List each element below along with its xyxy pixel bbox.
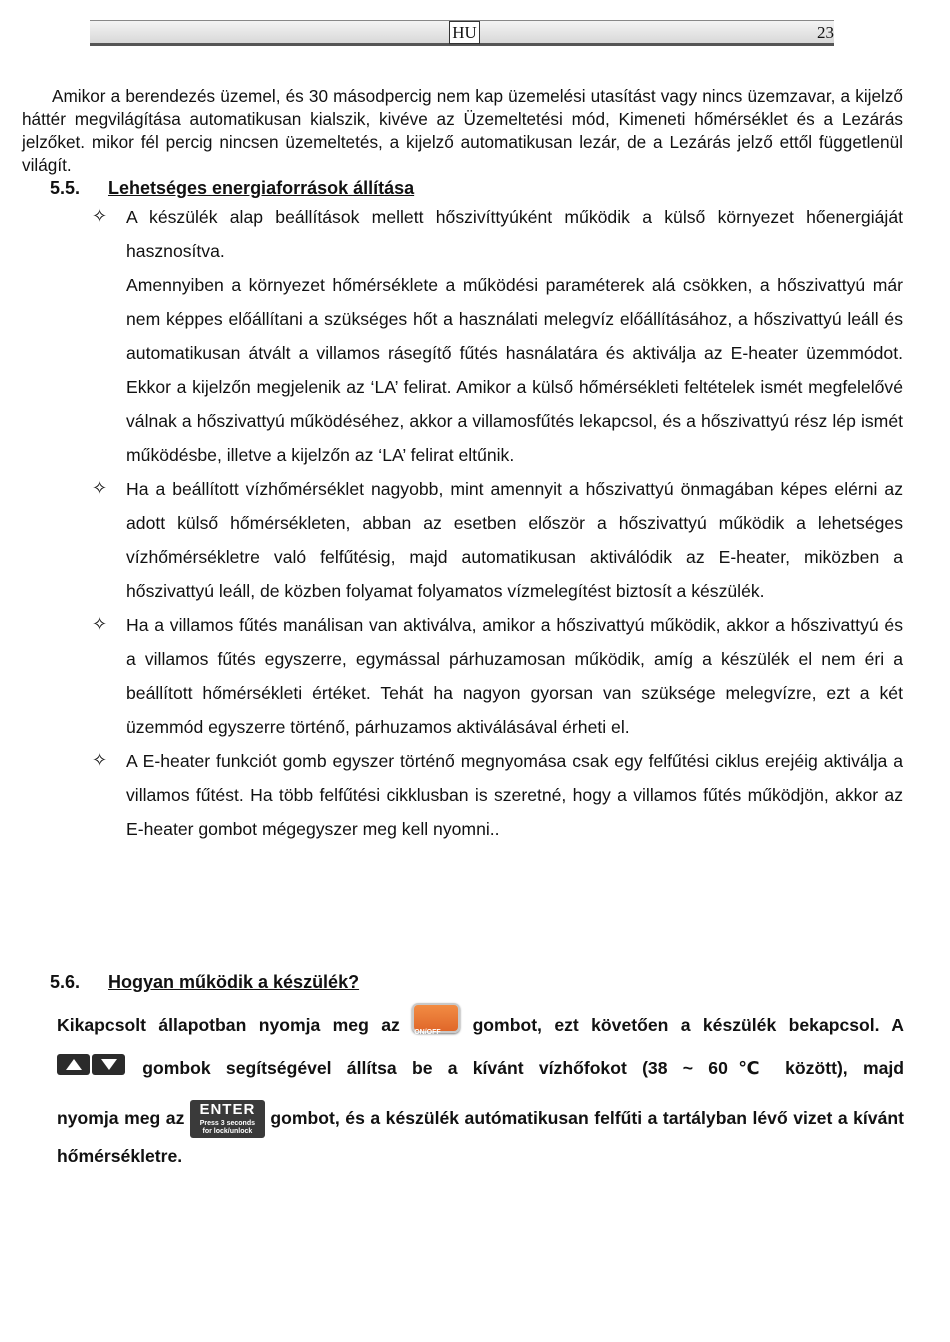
- power-button-icon: [412, 1003, 460, 1036]
- section-title: Hogyan működik a készülék?: [108, 972, 360, 992]
- instruction-text: gombok segítségével állítsa be a kívánt vízhőfokot (38 ~ 60℃ között), majd: [142, 1058, 905, 1078]
- instruction-text: Kikapcsolt állapotban nyomja meg az: [57, 1015, 400, 1035]
- down-arrow-icon: [92, 1054, 125, 1075]
- list-item-text: Ha a beállított vízhőmérséklet nagyobb, mint amennyit a hőszivattyú önmagában képes elérni az adott külső hőmérsékleten, abban az esetben először a hőszivattyú működik a lehetséges vízhőmérsékletre való felfűtésig, majd automatikusan aktiválódik az E-heater, miközben a hőszivattyú leáll, de közben folyamat folyamatos vízmelegítést biztosít a készülék.: [126, 479, 903, 601]
- section-heading-5-5: [50, 178, 414, 199]
- section-heading-5-6: [50, 972, 359, 993]
- list-item-text: A készülék alap beállítások mellett hőszivíttyúként működik a külső környezet hőenergiáját hasznosítva.: [126, 207, 903, 261]
- star-bullet-icon: ✧: [92, 478, 108, 499]
- up-arrow-icon: [57, 1054, 90, 1075]
- section-title: Lehetséges energiaforrások állítása: [108, 178, 415, 198]
- list-item: [92, 200, 903, 472]
- list-item-text: A E-heater funkciót gomb egyszer történő megnyomása csak egy felfűtési ciklus erejéig aktiválja a villamos fűtést. Ha több felfűtési cikklusban is szeretné, hogy a villamos fűtés működjön, akkor az E-heater gombot mégegyszer meg kell nyomni..: [126, 751, 903, 839]
- list-item: [92, 472, 903, 608]
- power-button-label: ON/OFF: [414, 1029, 441, 1036]
- section-number: 5.6.: [50, 972, 81, 992]
- language-code: HU: [449, 21, 480, 44]
- enter-button-label: ENTER: [199, 1101, 256, 1119]
- instruction-text: nyomja meg az: [57, 1108, 185, 1128]
- star-bullet-icon: ✧: [92, 614, 108, 635]
- arrow-buttons: [57, 1049, 127, 1089]
- list-item-text: Ha a villamos fűtés manálisan van aktiválva, amikor a hőszivattyú működik, akkor a hőszivattyú és a villamos fűtés egyszerre, egymással párhuzamosan működik, amíg a készülék el nem éri a beállított hőmérsékleti értéket. Tehát ha nagyon gyorsan van szüksége melegvízre, ezt a két üzemmód egyszerre történő, párhuzamos aktiválásával érheti el.: [126, 615, 903, 737]
- star-bullet-icon: ✧: [92, 206, 108, 227]
- list-item: [92, 744, 903, 846]
- instruction-line-1: [57, 1003, 904, 1045]
- enter-button-sublabel: for lock/unlock: [202, 1128, 253, 1136]
- intro-paragraph: Amikor a berendezés üzemel, és 30 másodpercig nem kap üzemelési utasítást vagy nincs üzemzavar, a kijelző háttér megvilágítása automatikusan kialszik, kivéve az Üzemeltetési mód, Kimeneti hőmérséklet és a Lezárás jelzőket. mikor fél percig nincsen üzemeltetés, a kijelző automatikusan lezár, de a Lezárás jelző ettől függetlenül világít.: [22, 86, 903, 176]
- instruction-line-3: [57, 1100, 904, 1174]
- star-bullet-icon: ✧: [92, 750, 108, 771]
- instruction-text: gombot, és a készülék autómatikusan felfűti a tartályban lévő vizet a kívánt hőmérsékletre.: [57, 1108, 904, 1167]
- instruction-line-2: [57, 1048, 904, 1089]
- enter-button-icon: [190, 1100, 265, 1138]
- list-item: [92, 608, 903, 744]
- enter-button-sublabel: Press 3 seconds: [199, 1120, 256, 1128]
- list-item-text: Amennyiben a környezet hőmérséklete a működési paraméterek alá csökken, a hőszivattyú már nem képpes előállítani a szükséges hőt a használati melegvíz előállításához, a hőszivattyú leáll és automatikusan átvált a villamos rásegítő fűtés hasnálatára és aktiválja az E-heater üzemmódot. Ekkor a kijelzőn megjelenik az ‘LA’ felirat. Amikor a külső hőmérsékleti feltételek ismét megfelelővé válnak a hőszivattyú működéséhez, akkor a villamosfűtés lekapcsol, és a hőszivattyú rész lép ismét működésbe, illetve a kijelzőn az ‘LA’ felirat eltűnik.: [126, 275, 903, 465]
- bullet-list: [92, 200, 903, 846]
- section-number: 5.5.: [50, 178, 81, 198]
- page-number: 23: [817, 23, 834, 42]
- instruction-text: gombot, ezt követően a készülék bekapcsol. A: [472, 1015, 904, 1035]
